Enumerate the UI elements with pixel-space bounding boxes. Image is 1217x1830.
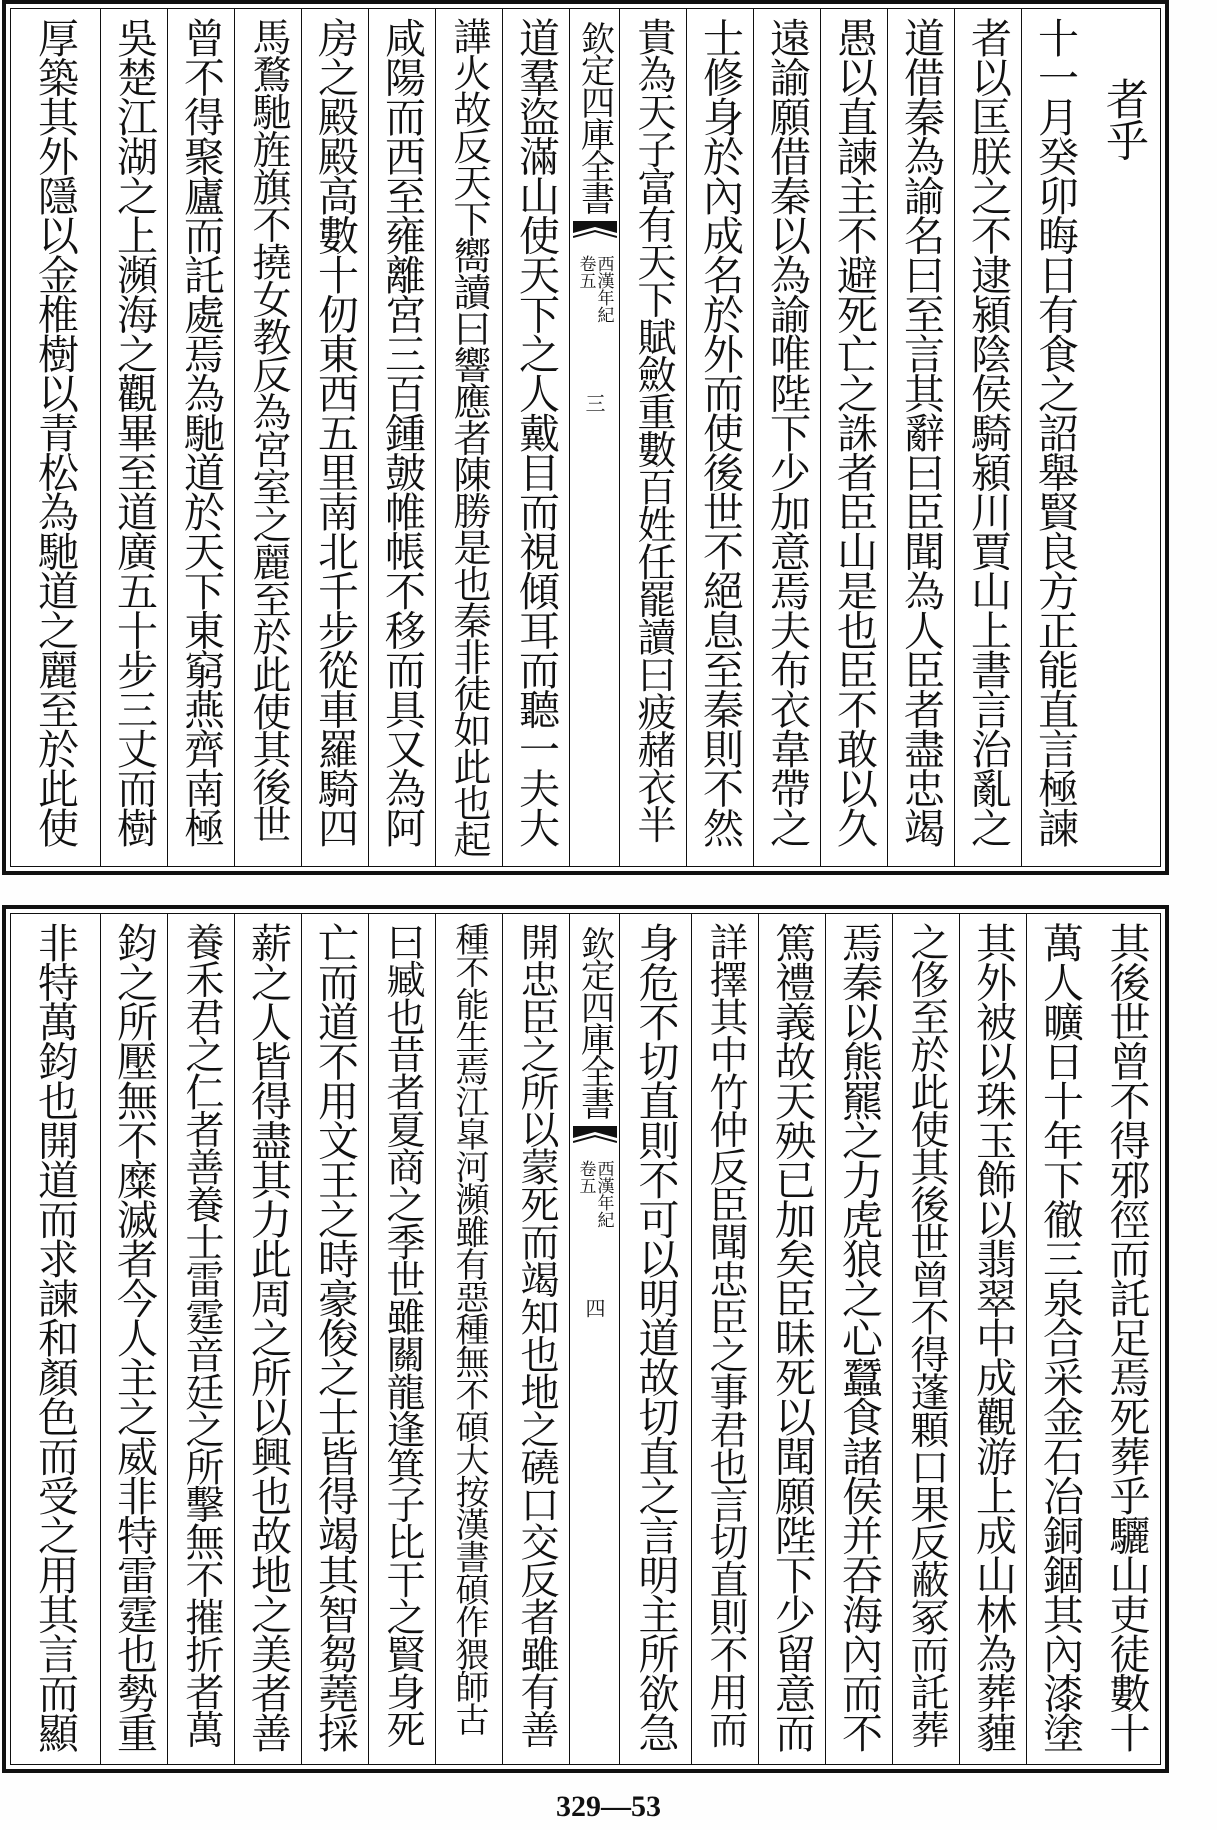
banner-book-title: 西漢年紀 <box>593 1160 614 1228</box>
fish-tail-icon <box>573 1124 617 1154</box>
lower-frame <box>10 913 1161 1765</box>
text-column: 萬人曠日十年下徹三泉合采金石冶銅錮其內漆塗 <box>1026 914 1093 1764</box>
text-column: 士修身於內成名於外而使後世不絕息至秦則不然 <box>686 9 753 866</box>
text-column: 焉秦以熊羆之力虎狼之心蠶食諸侯并吞海內而不 <box>825 914 892 1764</box>
page-footer-number: 329—53 <box>556 1790 661 1823</box>
lower-center-banner <box>569 914 619 1764</box>
text-column: 厚築其外隱以金椎樹以青松為馳道之麗至於此使 <box>10 9 100 866</box>
text-column: 遠諭願借秦以為諭唯陛下少加意焉夫布衣韋帶之 <box>753 9 820 866</box>
text-column: 亡而道不用文王之時豪俊之士皆得竭其智芻蕘採 <box>301 914 368 1764</box>
banner-book-title: 西漢年紀 <box>593 255 614 323</box>
text-column: 貴為天子富有天下賦斂重數百姓任罷讀曰疲赭衣半 <box>619 9 686 866</box>
banner-volume: 卷五 <box>575 255 596 289</box>
text-column: 十一月癸卯晦日有食之詔舉賢良方正能直言極諫 <box>1021 9 1088 866</box>
text-column: 譁火故反天下嚮讀曰響應者陳勝是也秦非徒如此也起 <box>435 9 502 866</box>
text-column: 篤禮義故天殃已加矣臣昧死以聞願陛下少留意而 <box>758 914 825 1764</box>
text-column: 道羣盜滿山使天下之人戴目而視傾耳而聽一夫大 <box>502 9 569 866</box>
upper-label-column <box>1088 9 1160 866</box>
text-column: 其後世曾不得邪徑而託足焉死葬乎驪山吏徒數十 <box>1102 922 1151 1752</box>
banner-meta <box>577 1160 613 1228</box>
text-column: 開忠臣之所以蒙死而竭知也地之磽口交反者雖有善 <box>502 914 569 1764</box>
banner-page-number: 四 <box>582 1298 606 1318</box>
text-column: 馬鶩馳旌旗不撓女教反為宮室之麗至於此使其後世 <box>234 9 301 866</box>
upper-frame <box>10 8 1161 867</box>
text-column: 道借秦為諭名曰至言其辭曰臣聞為人臣者盡忠竭 <box>887 9 954 866</box>
banner-volume: 卷五 <box>575 1160 596 1194</box>
upper-center-banner <box>569 9 619 866</box>
text-column: 其外被以珠玉飾以翡翠中成觀游上成山林為葬薶 <box>959 914 1026 1764</box>
upper-page <box>2 0 1169 875</box>
text-column: 種不能生焉江皐河瀕雖有惡種無不碩大按漢書碩作猥師古 <box>435 914 502 1764</box>
banner-page-number: 三 <box>582 393 606 413</box>
text-column: 鈞之所壓無不糜滅者今人主之威非特雷霆也勢重 <box>100 914 167 1764</box>
lower-page <box>2 905 1169 1773</box>
text-column: 曾不得聚廬而託處焉為馳道於天下東窮燕齊南極 <box>167 9 234 866</box>
text-column: 詳擇其中竹仲反臣聞忠臣之事君也言切直則不用而 <box>691 914 758 1764</box>
text-column: 之侈至於此使其後世曾不得蓬顆口果反蔽冢而託葬 <box>892 914 959 1764</box>
text-column: 薪之人皆得盡其力此周之所以興也故地之美者善 <box>234 914 301 1764</box>
text-column: 身危不切直則不可以明道故切直之言明主所欲急 <box>619 914 691 1764</box>
fish-tail-icon <box>573 219 617 249</box>
text-column: 曰臧也昔者夏商之季世雖關龍逢箕子比干之賢身死 <box>368 914 435 1764</box>
text-column: 咸陽而西至雍離宮三百鍾皷帷帳不移而具又為阿 <box>368 9 435 866</box>
text-column: 房之殿殿高數十仞東西五里南北千步從車羅騎四 <box>301 9 368 866</box>
text-column: 愚以直諫主不避死亡之誅者臣山是也臣不敢以久 <box>820 9 887 866</box>
text-column: 養禾君之仁者善養士雷霆音廷之所擊無不摧折者萬 <box>167 914 234 1764</box>
text-column: 者以匡朕之不逮潁陰侯騎潁川賈山上書言治亂之 <box>954 9 1021 866</box>
upper-label: 者乎 <box>1099 77 1149 160</box>
banner-title: 欽定四庫全書 <box>574 21 615 213</box>
banner-title: 欽定四庫全書 <box>574 926 615 1118</box>
text-column: 非特萬鈞也開道而求諫和顏色而受之用其言而顯 <box>10 914 100 1764</box>
text-column: 吳楚江湖之上瀕海之觀畢至道廣五十步三丈而樹 <box>100 9 167 866</box>
banner-meta <box>577 255 613 323</box>
